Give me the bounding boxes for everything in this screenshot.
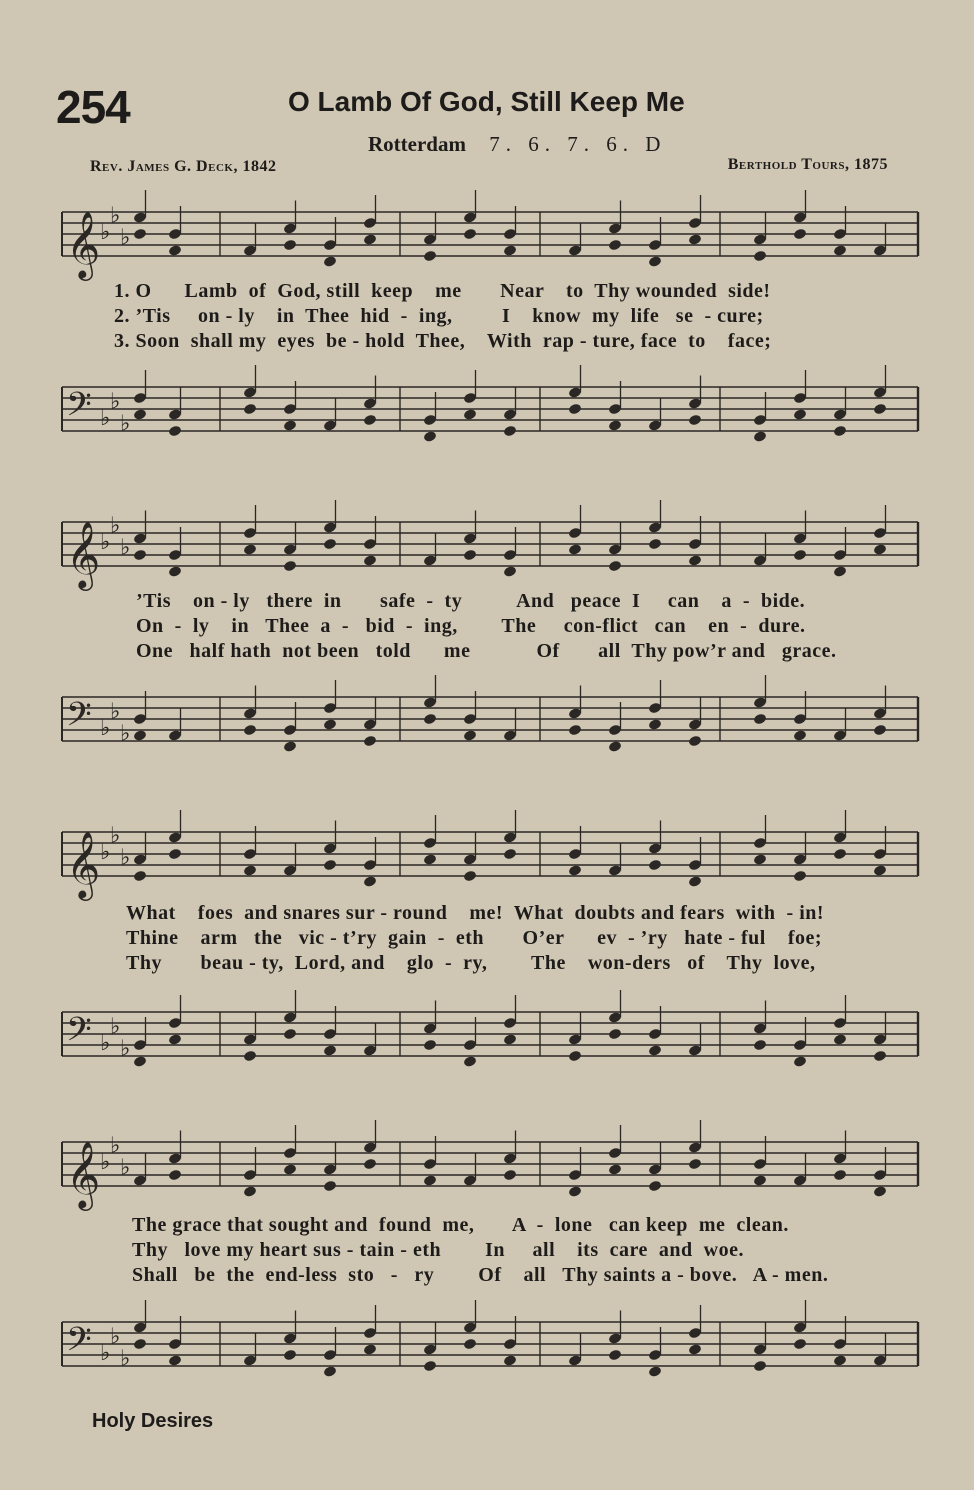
notehead [283, 740, 297, 753]
lyric-line-verse-1: ’Tis on - ly there in safe - ty And peace I can a - bide. [136, 590, 806, 612]
notehead [363, 875, 377, 888]
notehead [503, 565, 517, 578]
notehead [793, 870, 807, 883]
notehead [688, 554, 702, 567]
bass-staff [0, 365, 974, 465]
key-flat-icon: ♭ [120, 1346, 131, 1372]
notehead [503, 848, 517, 861]
notehead [423, 853, 437, 866]
notehead [568, 1185, 582, 1198]
meter: 7. 6. 7. 6. D [489, 132, 667, 156]
notehead [688, 1158, 702, 1171]
notehead [243, 1050, 257, 1063]
notehead [243, 864, 257, 877]
notehead [753, 430, 767, 443]
bass-clef-icon: 𝄢 [66, 1011, 92, 1057]
key-flat-icon: ♭ [120, 411, 131, 437]
notehead [463, 228, 477, 241]
treble-clef-icon: 𝄞 [66, 210, 101, 278]
notehead [323, 859, 337, 872]
notehead [688, 875, 702, 888]
key-flat-icon: ♭ [110, 823, 121, 849]
notehead [833, 1354, 847, 1367]
notehead [323, 1180, 337, 1193]
notehead [463, 870, 477, 883]
lyric-line-verse-2: 2. ’Tis on - ly in Thee hid - ing, I know my life se - cure; [114, 305, 764, 327]
notehead [463, 549, 477, 562]
notehead [833, 244, 847, 257]
notehead [648, 859, 662, 872]
notehead [688, 414, 702, 427]
treble-staff [0, 810, 974, 910]
notehead [243, 403, 257, 416]
notehead [133, 729, 147, 742]
notehead [873, 1185, 887, 1198]
notehead [608, 740, 622, 753]
hymn-title: O Lamb Of God, Still Keep Me [288, 86, 685, 117]
notehead [363, 414, 377, 427]
notehead [833, 848, 847, 861]
key-flat-icon: ♭ [120, 1036, 131, 1062]
notehead [833, 565, 847, 578]
notehead [753, 1360, 767, 1373]
key-flat-icon: ♭ [120, 845, 131, 871]
notehead [873, 1050, 887, 1063]
notehead [833, 1033, 847, 1046]
bass-clef-icon: 𝄢 [66, 1321, 92, 1367]
notehead [793, 408, 807, 421]
notehead [608, 560, 622, 573]
treble-staff [0, 190, 974, 290]
notehead [503, 1169, 517, 1182]
lyric-line-verse-2: Thy love my heart sus - tain - eth In all its care and woe. [132, 1239, 744, 1261]
notehead [283, 419, 297, 432]
bass-staff [0, 1300, 974, 1400]
notehead [793, 228, 807, 241]
notehead [568, 1050, 582, 1063]
notehead [608, 1349, 622, 1362]
key-flat-icon: ♭ [100, 1341, 111, 1366]
hymn-number: 254 [56, 81, 130, 133]
notehead [833, 1169, 847, 1182]
treble-clef-icon: 𝄞 [66, 1140, 101, 1208]
notehead [568, 864, 582, 877]
notehead [423, 1174, 437, 1187]
notehead [463, 729, 477, 742]
notehead [793, 1055, 807, 1068]
tune-line [368, 132, 666, 157]
notehead [283, 560, 297, 573]
notehead [283, 1028, 297, 1041]
notehead [133, 408, 147, 421]
notehead [363, 1158, 377, 1171]
notehead [283, 1349, 297, 1362]
notehead [243, 724, 257, 737]
lyric-line-verse-3: Shall be the end-less sto - ry Of all Thy saints a - bove. A - men. [132, 1264, 829, 1286]
key-flat-icon: ♭ [120, 225, 131, 251]
composer-credit: Berthold Tours, 1875 [727, 156, 888, 173]
notehead [648, 255, 662, 268]
notehead [753, 1039, 767, 1052]
notehead [503, 1354, 517, 1367]
notehead [688, 735, 702, 748]
notehead [753, 853, 767, 866]
treble-clef-icon: 𝄞 [66, 520, 101, 588]
key-flat-icon: ♭ [110, 1324, 121, 1350]
notehead [283, 239, 297, 252]
notehead [608, 239, 622, 252]
notehead [503, 244, 517, 257]
lyric-line-verse-3: One half hath not been told me Of all Thy pow’r and grace. [136, 640, 837, 662]
lyric-line-verse-2: On - ly in Thee a - bid - ing, The con-flict can en - dure. [136, 615, 806, 637]
notehead [753, 1174, 767, 1187]
music-system-2 [0, 490, 974, 770]
treble-staff [0, 500, 974, 600]
notehead [168, 244, 182, 257]
bass-clef-icon: 𝄢 [66, 696, 92, 742]
notehead [133, 549, 147, 562]
notehead [873, 403, 887, 416]
notehead [133, 1338, 147, 1351]
notehead [243, 543, 257, 556]
key-flat-icon: ♭ [110, 513, 121, 539]
notehead [793, 549, 807, 562]
notehead [568, 724, 582, 737]
lyric-line-verse-1: 1. O Lamb of God, still keep me Near to Thy wounded side! [114, 280, 771, 302]
notehead [423, 430, 437, 443]
notehead [463, 1338, 477, 1351]
key-flat-icon: ♭ [120, 721, 131, 747]
notehead [323, 255, 337, 268]
notehead [423, 713, 437, 726]
notehead [568, 403, 582, 416]
notehead [503, 425, 517, 438]
notehead [363, 1343, 377, 1356]
notehead [363, 554, 377, 567]
notehead [648, 538, 662, 551]
footer-topic: Holy Desires [92, 1410, 214, 1432]
key-flat-icon: ♭ [110, 1014, 121, 1040]
treble-staff [0, 1120, 974, 1220]
notehead [648, 718, 662, 731]
notehead [168, 1354, 182, 1367]
notehead [168, 848, 182, 861]
key-flat-icon: ♭ [100, 530, 111, 555]
notehead [168, 1033, 182, 1046]
bass-clef-icon: 𝄢 [66, 386, 92, 432]
key-flat-icon: ♭ [110, 1133, 121, 1159]
notehead [423, 1039, 437, 1052]
notehead [133, 1055, 147, 1068]
notehead [608, 419, 622, 432]
notehead [833, 425, 847, 438]
music-system-4 [0, 1110, 974, 1400]
key-flat-icon: ♭ [110, 203, 121, 229]
notehead [793, 729, 807, 742]
notehead [463, 408, 477, 421]
key-flat-icon: ♭ [120, 1155, 131, 1181]
music-system-1 [0, 180, 974, 460]
notehead [423, 1360, 437, 1373]
notehead [363, 233, 377, 246]
notehead [873, 543, 887, 556]
notehead [133, 870, 147, 883]
notehead [323, 1365, 337, 1378]
key-flat-icon: ♭ [100, 716, 111, 741]
treble-clef-icon: 𝄞 [66, 830, 101, 898]
notehead [363, 735, 377, 748]
notehead [688, 1343, 702, 1356]
tune-name: Rotterdam [368, 132, 466, 156]
lyric-line-verse-3: 3. Soon shall my eyes be - hold Thee, With rap - ture, face to face; [114, 330, 772, 352]
key-flat-icon: ♭ [100, 1031, 111, 1056]
notehead [323, 718, 337, 731]
notehead [568, 543, 582, 556]
music-system-3 [0, 800, 974, 1090]
notehead [873, 864, 887, 877]
notehead [688, 233, 702, 246]
notehead [793, 1338, 807, 1351]
key-flat-icon: ♭ [110, 389, 121, 415]
notehead [873, 724, 887, 737]
bass-staff [0, 675, 974, 775]
notehead [648, 1044, 662, 1057]
notehead [753, 713, 767, 726]
notehead [648, 1180, 662, 1193]
notehead [608, 1028, 622, 1041]
lyric-line-verse-2: Thine arm the vic - t’ry gain - eth O’er ev - ’ry hate - ful foe; [126, 927, 823, 949]
key-flat-icon: ♭ [120, 535, 131, 561]
bass-staff [0, 990, 974, 1090]
notehead [133, 228, 147, 241]
notehead [503, 1033, 517, 1046]
notehead [243, 1185, 257, 1198]
key-flat-icon: ♭ [100, 840, 111, 865]
author-credit: Rev. James G. Deck, 1842 [90, 158, 277, 175]
key-flat-icon: ♭ [100, 1150, 111, 1175]
notehead [168, 425, 182, 438]
notehead [283, 1163, 297, 1176]
notehead [168, 1169, 182, 1182]
notehead [753, 250, 767, 263]
key-flat-icon: ♭ [100, 220, 111, 245]
key-flat-icon: ♭ [110, 699, 121, 725]
notehead [168, 565, 182, 578]
notehead [423, 250, 437, 263]
notehead [608, 1163, 622, 1176]
notehead [323, 1044, 337, 1057]
notehead [323, 538, 337, 551]
notehead [648, 1365, 662, 1378]
notehead [463, 1055, 477, 1068]
lyric-line-verse-3: Thy beau - ty, Lord, and glo - ry, The won-ders of Thy love, [126, 952, 816, 974]
lyric-line-verse-1: What foes and snares sur - round me! What doubts and fears with - in! [126, 902, 825, 924]
key-flat-icon: ♭ [100, 406, 111, 431]
lyric-line-verse-1: The grace that sought and found me, A - lone can keep me clean. [132, 1214, 789, 1236]
